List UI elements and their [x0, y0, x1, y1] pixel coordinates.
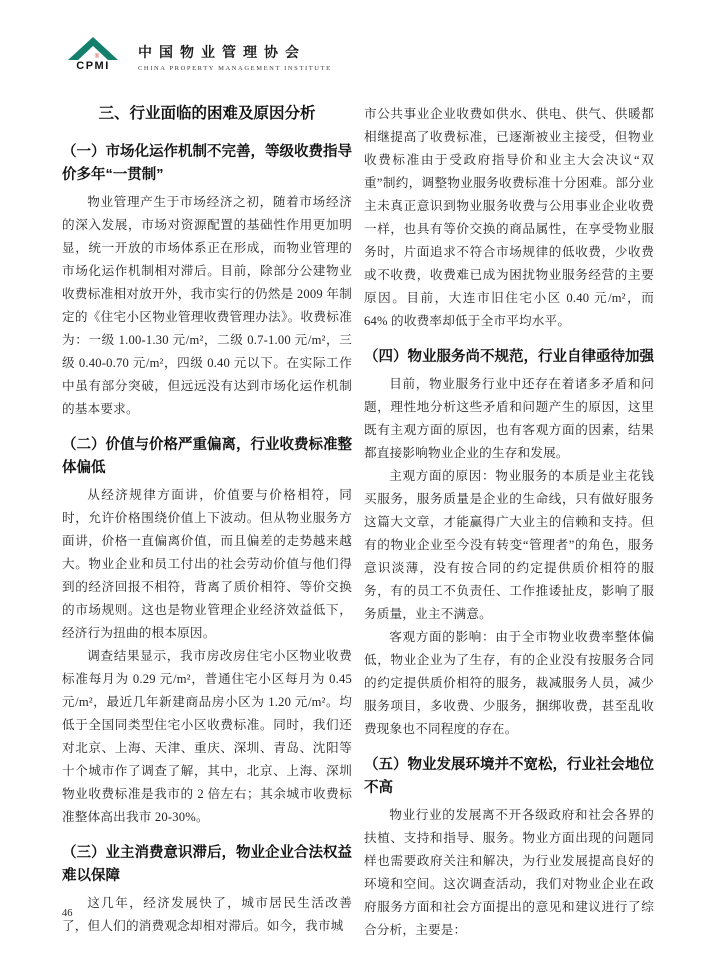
- cpmi-logo-icon: [66, 34, 120, 72]
- section4-paragraph-2: 主观方面的原因：物业服务的本质是业主花钱买服务，服务质量是企业的生命线，只有做好服务这篇大文章，才能赢得广大业主的信赖和支持。但有的物业企业至今没有转变“管理者”的角色，服务意识淡薄，没有按合同的约定提供质价相符的服务，有的员工不负责任、工作推诿扯皮，影响了服务质量，业主不满意。: [364, 469, 654, 621]
- section5-heading: （五）物业发展环境并不宽松，行业社会地位不高: [364, 757, 654, 796]
- section4-heading: （四）物业服务尚不规范，行业自律亟待加强: [364, 349, 654, 365]
- section2-paragraph-2: 调查结果显示，我市房改房住宅小区物业收费标准每月为 0.29 元/m²，普通住宅小区每月为 0.45 元/m²，最近几年新建商品房小区为 1.20 元/m²。均低于全国同类型住宅小区收费标准。同时，我们还对北京、上海、天津、重庆、深圳、青岛、沈阳等十个城市作了调查了解，其中，北京、上海、深圳物业收费标准是我市的 2 倍左右；其余城市收费标准整体高出我市 20-30%。: [62, 649, 352, 824]
- section4-paragraph-3: 客观方面的影响：由于全市物业收费率整体偏低，物业企业为了生存，有的企业没有按服务合同的约定提供质价相符的服务，裁减服务人员，减少服务项目，多收费、少服务，捆绑收费，甚至乱收费现象也不同程度的存在。: [364, 630, 654, 736]
- section2-paragraph-1: 从经济规律方面讲，价值要与价格相符，同时，允许价格围绕价值上下波动。但从物业服务方面讲，价格一直偏离价值，而且偏差的走势越来越大。物业企业和员工付出的社会劳动价值与他们得到的经济回报不相符，背离了质价相符、等价交换的市场规则。这也是物业管理企业经济效益低下，经济行为扭曲的根本原因。: [62, 488, 352, 640]
- page-number: 46: [62, 908, 73, 919]
- section4-paragraph-1: 目前，物业服务行业中还存在着诸多矛盾和问题，理性地分析这些矛盾和问题产生的原因，这里既有主观方面的原因，也有客观方面的因素，结果都直接影响物业企业的生存和发展。: [364, 377, 654, 460]
- section3-paragraph: 这几年，经济发展快了，城市居民生活改善了，但人们的消费观念却相对滞后。如今，我市城: [62, 896, 352, 933]
- org-names: [138, 34, 332, 72]
- continuation-paragraph: 市公共事业企业收费如供水、供电、供气、供暖都相继提高了收费标准，已逐渐被业主接受，但物业收费标准由于受政府指导价和业主大会决议“双重”制约，调整物业服务收费标准十分困难。部分业主未真正意识到物业服务收费与公用事业企业收费一样，也具有等价交换的商品属性，在享受物业服务时，片面追求不符合市场规律的低收费，少收费或不收费，收费难已成为困扰物业服务经营的主要原因。目前，大连市旧住宅小区 0.40 元/m²，而 64% 的收费率却低于全市平均水平。: [364, 107, 654, 328]
- org-name-zh: 中国物业管理协会: [138, 46, 306, 61]
- main-heading: 三、行业面临的困难及原因分析: [98, 105, 316, 122]
- header: [66, 34, 332, 72]
- section5-paragraph: 物业行业的发展离不开各级政府和社会各界的扶植、支持和指导、服务。物业方面出现的问题同样也需要政府关注和解决，为行业发展提高良好的环境和空间。这次调查活动，我们对物业企业在政府服务方面和社会方面提出的意见和建议进行了综合分析，主要是：: [364, 808, 654, 937]
- roof-chevron-icon: [66, 34, 120, 72]
- right-column: [364, 103, 654, 942]
- section2-heading: （二）价值与价格严重偏离，行业收费标准整体偏低: [62, 437, 352, 476]
- left-column: [62, 103, 352, 938]
- section1-paragraph: 物业管理产生于市场经济之初，随着市场经济的深入发展，市场对资源配置的基础性作用更加明显，统一开放的市场体系正在形成，而物业管理的市场化运作机制相对滞后。目前，除部分公建物业收费标准相对放开外，我市实行的仍然是 2009 年制定的《住宅小区物业管理收费管理办法》。收费标准为：一级 1.00-1.30 元/m²，二级 0.7-1.00 元/m²，三级 0.40-0.70 元/m²，四级 0.40 元以下。在实际工作中虽有部分突破，但远远没有达到市场化运作机制的基本要求。: [62, 195, 352, 416]
- section3-heading: （三）业主消费意识滞后，物业企业合法权益难以保障: [62, 845, 352, 884]
- registered-mark: ®: [94, 54, 100, 60]
- org-name-en: CHINA PROPERTY MANAGEMENT INSTITUTE: [138, 65, 332, 72]
- logo-acronym: CPMI: [76, 60, 110, 72]
- section1-heading: （一）市场化运作机制不完善，等级收费指导价多年“一贯制”: [62, 144, 352, 183]
